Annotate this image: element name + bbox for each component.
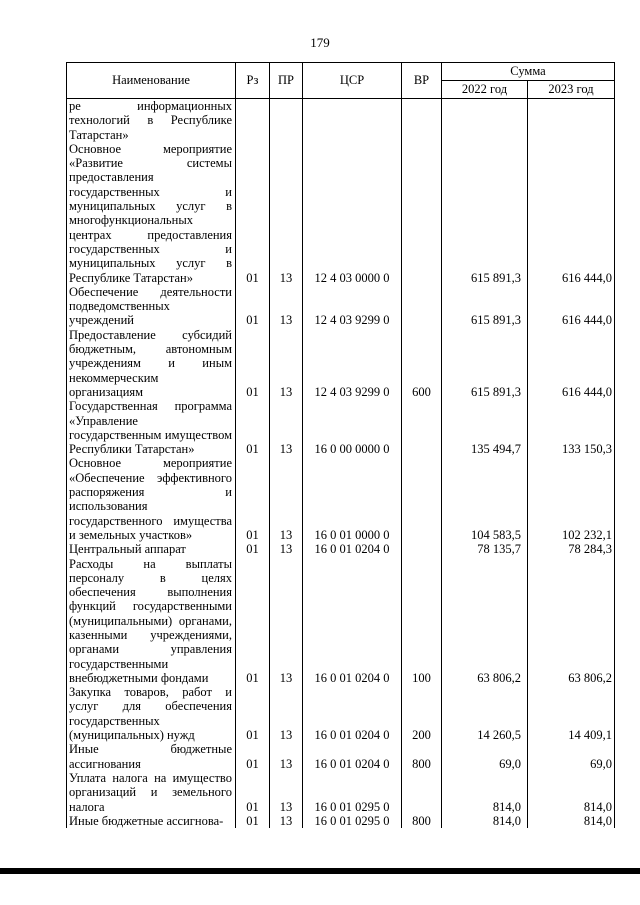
row-vr [402,285,442,328]
row-csr: 16 0 01 0000 0 [303,456,402,542]
header-pr: ПР [270,63,303,99]
row-pr: 13 [270,685,303,742]
row-amount-2023: 616 444,0 [528,142,615,285]
row-csr: 12 4 03 9299 0 [303,328,402,399]
row-pr: 13 [270,456,303,542]
header-year-2022: 2022 год [442,81,528,99]
row-csr: 16 0 01 0204 0 [303,542,402,556]
row-amount-2022: 615 891,3 [442,142,528,285]
table-row [67,399,615,456]
row-amount-2023: 102 232,1 [528,456,615,542]
row-name: ре информационных технологий в Республике Татарстан» [67,99,236,142]
row-csr: 12 4 03 9299 0 [303,285,402,328]
row-pr: 13 [270,285,303,328]
row-vr [402,542,442,556]
row-name: Основное мероприятие «Развитие системы предоставления государственных и муниципальных услуг в многофункциональных центрах предоставления государственных и муниципальных услуг в Республике Татарстан» [67,142,236,285]
row-name: Иные бюджетные ассигнования [67,742,236,771]
row-amount-2022: 615 891,3 [442,285,528,328]
row-pr: 13 [270,328,303,399]
row-vr [402,771,442,814]
header-sum: Сумма [442,63,615,81]
table-row [67,814,615,828]
row-pr: 13 [270,814,303,828]
table-row [67,328,615,399]
row-name: Иные бюджетные ассигнова- [67,814,236,828]
row-rz: 01 [236,771,270,814]
row-rz: 01 [236,557,270,686]
row-pr: 13 [270,542,303,556]
row-vr: 800 [402,742,442,771]
row-amount-2022: 63 806,2 [442,557,528,686]
row-amount-2023: 69,0 [528,742,615,771]
row-amount-2023: 814,0 [528,771,615,814]
row-amount-2023: 63 806,2 [528,557,615,686]
table-row [67,742,615,771]
row-amount-2022 [442,99,528,142]
row-amount-2022: 615 891,3 [442,328,528,399]
row-csr: 16 0 01 0204 0 [303,742,402,771]
row-amount-2023: 78 284,3 [528,542,615,556]
row-csr: 16 0 00 0000 0 [303,399,402,456]
row-amount-2023: 14 409,1 [528,685,615,742]
row-vr [402,456,442,542]
row-name: Предоставление субсидий бюджетным, автономным учреждениям и иным некоммерческим организациям [67,328,236,399]
row-rz: 01 [236,542,270,556]
row-vr: 200 [402,685,442,742]
row-pr: 13 [270,557,303,686]
row-csr: 16 0 01 0295 0 [303,771,402,814]
row-name: Обеспечение деятельности подведомственных учреждений [67,285,236,328]
row-amount-2022: 814,0 [442,771,528,814]
row-csr: 16 0 01 0295 0 [303,814,402,828]
row-amount-2023: 616 444,0 [528,328,615,399]
row-amount-2022: 69,0 [442,742,528,771]
row-name: Расходы на выплаты персоналу в целях обеспечения выполнения функций государственными (муниципальными) органами, казенными учреждениями, органами управления государственными внебюджетными фондами [67,557,236,686]
row-amount-2023 [528,99,615,142]
row-pr [270,99,303,142]
row-amount-2022: 104 583,5 [442,456,528,542]
row-csr: 16 0 01 0204 0 [303,685,402,742]
row-rz: 01 [236,328,270,399]
table-row [67,285,615,328]
row-vr: 600 [402,328,442,399]
row-rz: 01 [236,814,270,828]
row-name: Основное мероприятие «Обеспечение эффективного распоряжения и использования государственного имущества и земельных участков» [67,456,236,542]
table-row [67,542,615,556]
row-amount-2022: 14 260,5 [442,685,528,742]
row-amount-2022: 135 494,7 [442,399,528,456]
row-csr [303,99,402,142]
table-row [67,142,615,285]
header-rz: Рз [236,63,270,99]
row-amount-2023: 133 150,3 [528,399,615,456]
row-amount-2022: 78 135,7 [442,542,528,556]
row-amount-2023: 616 444,0 [528,285,615,328]
table-row [67,557,615,686]
table-body [67,99,615,829]
table-row [67,456,615,542]
header-vr: ВР [402,63,442,99]
row-pr: 13 [270,771,303,814]
row-rz: 01 [236,742,270,771]
row-rz: 01 [236,142,270,285]
row-rz: 01 [236,399,270,456]
row-rz: 01 [236,685,270,742]
budget-table [66,62,615,828]
row-rz: 01 [236,456,270,542]
header-csr: ЦСР [303,63,402,99]
row-vr: 800 [402,814,442,828]
row-pr: 13 [270,399,303,456]
table-header [67,63,615,99]
row-name: Центральный аппарат [67,542,236,556]
page-number: 179 [310,35,330,50]
table-row [67,99,615,142]
row-vr [402,99,442,142]
scan-edge-bar [0,868,640,874]
header-year-2023: 2023 год [528,81,615,99]
row-csr: 12 4 03 0000 0 [303,142,402,285]
row-rz [236,99,270,142]
row-vr [402,399,442,456]
table-row [67,771,615,814]
row-vr [402,142,442,285]
row-pr: 13 [270,142,303,285]
table-row [67,685,615,742]
row-amount-2023: 814,0 [528,814,615,828]
row-amount-2022: 814,0 [442,814,528,828]
row-name: Государственная программа «Управление государственным имуществом Республики Татарстан» [67,399,236,456]
row-csr: 16 0 01 0204 0 [303,557,402,686]
header-name: Наименование [67,63,236,99]
row-vr: 100 [402,557,442,686]
row-name: Закупка товаров, работ и услуг для обеспечения государственных (муниципальных) нужд [67,685,236,742]
row-name: Уплата налога на имущество организаций и земельного налога [67,771,236,814]
row-rz: 01 [236,285,270,328]
row-pr: 13 [270,742,303,771]
